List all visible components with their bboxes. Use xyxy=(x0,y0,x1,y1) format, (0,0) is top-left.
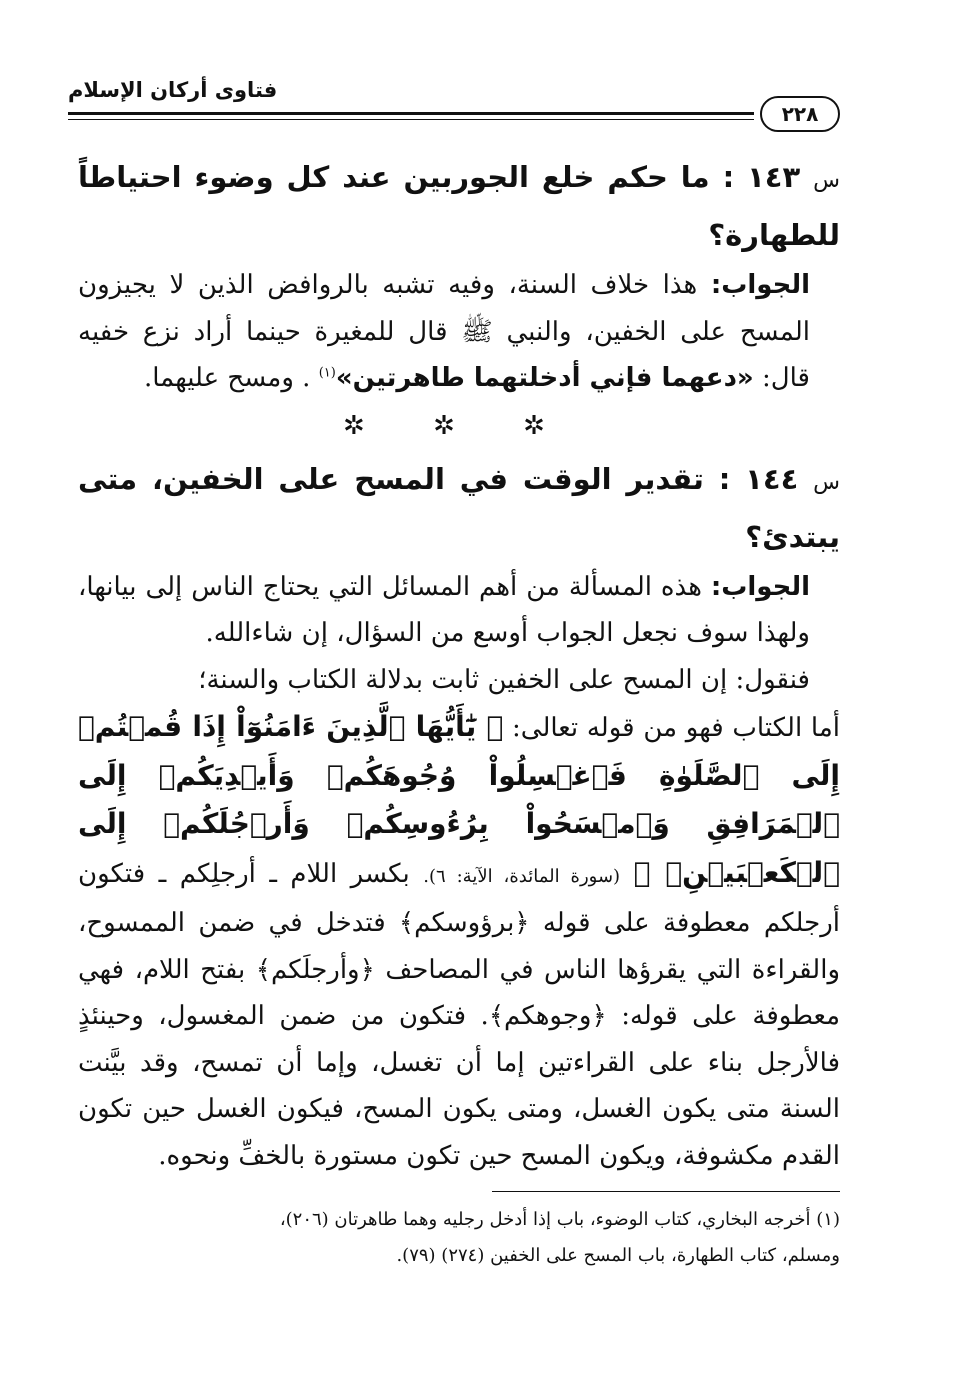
footnote-line: (١) أخرجه البخاري، كتاب الوضوء، باب إذا أدخل رجليه وهما طاهرتان (٢٠٦)، xyxy=(279,1209,840,1230)
question-mark-icon: س xyxy=(813,168,840,193)
quran-reference: (سورة المائدة، الآية: ٦). xyxy=(423,865,621,887)
page-number: ٢٢٨ xyxy=(760,96,840,132)
question-mark-icon: س xyxy=(813,469,840,495)
main-text xyxy=(78,150,840,1179)
answer-143 xyxy=(78,262,840,402)
header-rule-thick xyxy=(68,112,754,115)
answer-144-p2: فنقول: إن المسح على الخفين ثابت بدلالة الكتاب والسنة؛ xyxy=(198,664,810,695)
footnote-ref: (١) xyxy=(318,365,336,381)
book-title: فتاوى أركان الإسلام xyxy=(68,78,278,102)
footnote-rule xyxy=(492,1191,840,1192)
answer-label: الجواب: xyxy=(710,270,810,300)
section-separator: ✲ ✲ ✲ xyxy=(343,410,575,441)
answer-label: الجواب: xyxy=(710,571,811,602)
answer-144-p1 xyxy=(78,564,840,657)
footnote xyxy=(78,1202,840,1274)
question-number: ١٤٤ : xyxy=(718,461,799,496)
answer-144-p3 xyxy=(78,703,840,1179)
question-144 xyxy=(78,452,840,564)
question-text: تقدير الوقت في المسح على الخفين، متى يبتدئ؟ xyxy=(78,461,840,554)
question-text: ما حكم خلع الجوربين عند كل وضوء احتياطاً للطهارة؟ xyxy=(78,160,840,252)
question-number: ١٤٣ : xyxy=(722,160,801,194)
question-143 xyxy=(78,150,840,262)
answer-text: بكسر اللام ـ أرجلِكم ـ فتكون أرجلكم معطوفة على قوله ﴿برؤوسكم﴾ فتدخل في ضمن الممسوح، والقراءة التي يقرؤها الناس في المصاحف ﴿وأرجلَكم﴾ بفتح اللام، فهي معطوفة على قوله: ﴿وجوهكم﴾. فتكون من ضمن المغسول، وحينئذٍ فالأرجل بناء على القراءتين إما أن تغسل، وإما أن تمسح، وقد بيَّنت السنة متى يكون الغسل، ومتى يكون المسح، فيكون الغسل حين تكون القدم مكشوفة، ويكون المسح حين تكون مستورة بالخفِّ ونحوه. xyxy=(78,858,840,1171)
answer-text-end: . ومسح عليهما. xyxy=(144,363,311,393)
answer-text: هذا خلاف السنة، وفيه تشبه بالروافض الذين لا يجيزون المسح على الخفين، والنبي ﷺ قال للمغيرة حينما أراد نزع خفيه قال: xyxy=(78,270,810,393)
answer-text: أما الكتاب فهو من قوله تعالى: xyxy=(512,713,840,743)
answer-text: هذه المسألة من أهم المسائل التي يحتاج الناس إلى بيانها، ولهذا سوف نجعل الجواب أوسع من السؤال، إن شاءالله. xyxy=(78,571,810,648)
header-rule-thin xyxy=(68,119,754,120)
quran-verse: ﴿ يَٰٓأَيُّهَا ٱلَّذِينَ ءَامَنُوٓاْ إِذَا قُمۡتُمۡ إِلَى ٱلصَّلَوٰةِ فَٱغۡسِلُواْ وُجُوهَكُمۡ وَأَيۡدِيَكُمۡ إِلَى ٱلۡمَرَافِقِ وَٱمۡسَحُواْ بِرُءُوسِكُمۡ وَأَرۡجُلَكُمۡ إِلَى ٱلۡكَعۡبَيۡنِۚ ﴾ xyxy=(78,710,840,889)
hadith-quote: «دعهما فإني أدخلتهما طاهرتين» xyxy=(335,363,754,393)
page-header xyxy=(68,74,840,134)
footnote-line: ومسلم، كتاب الطهارة، باب المسح على الخفين (٢٧٤) (٧٩). xyxy=(396,1245,840,1266)
